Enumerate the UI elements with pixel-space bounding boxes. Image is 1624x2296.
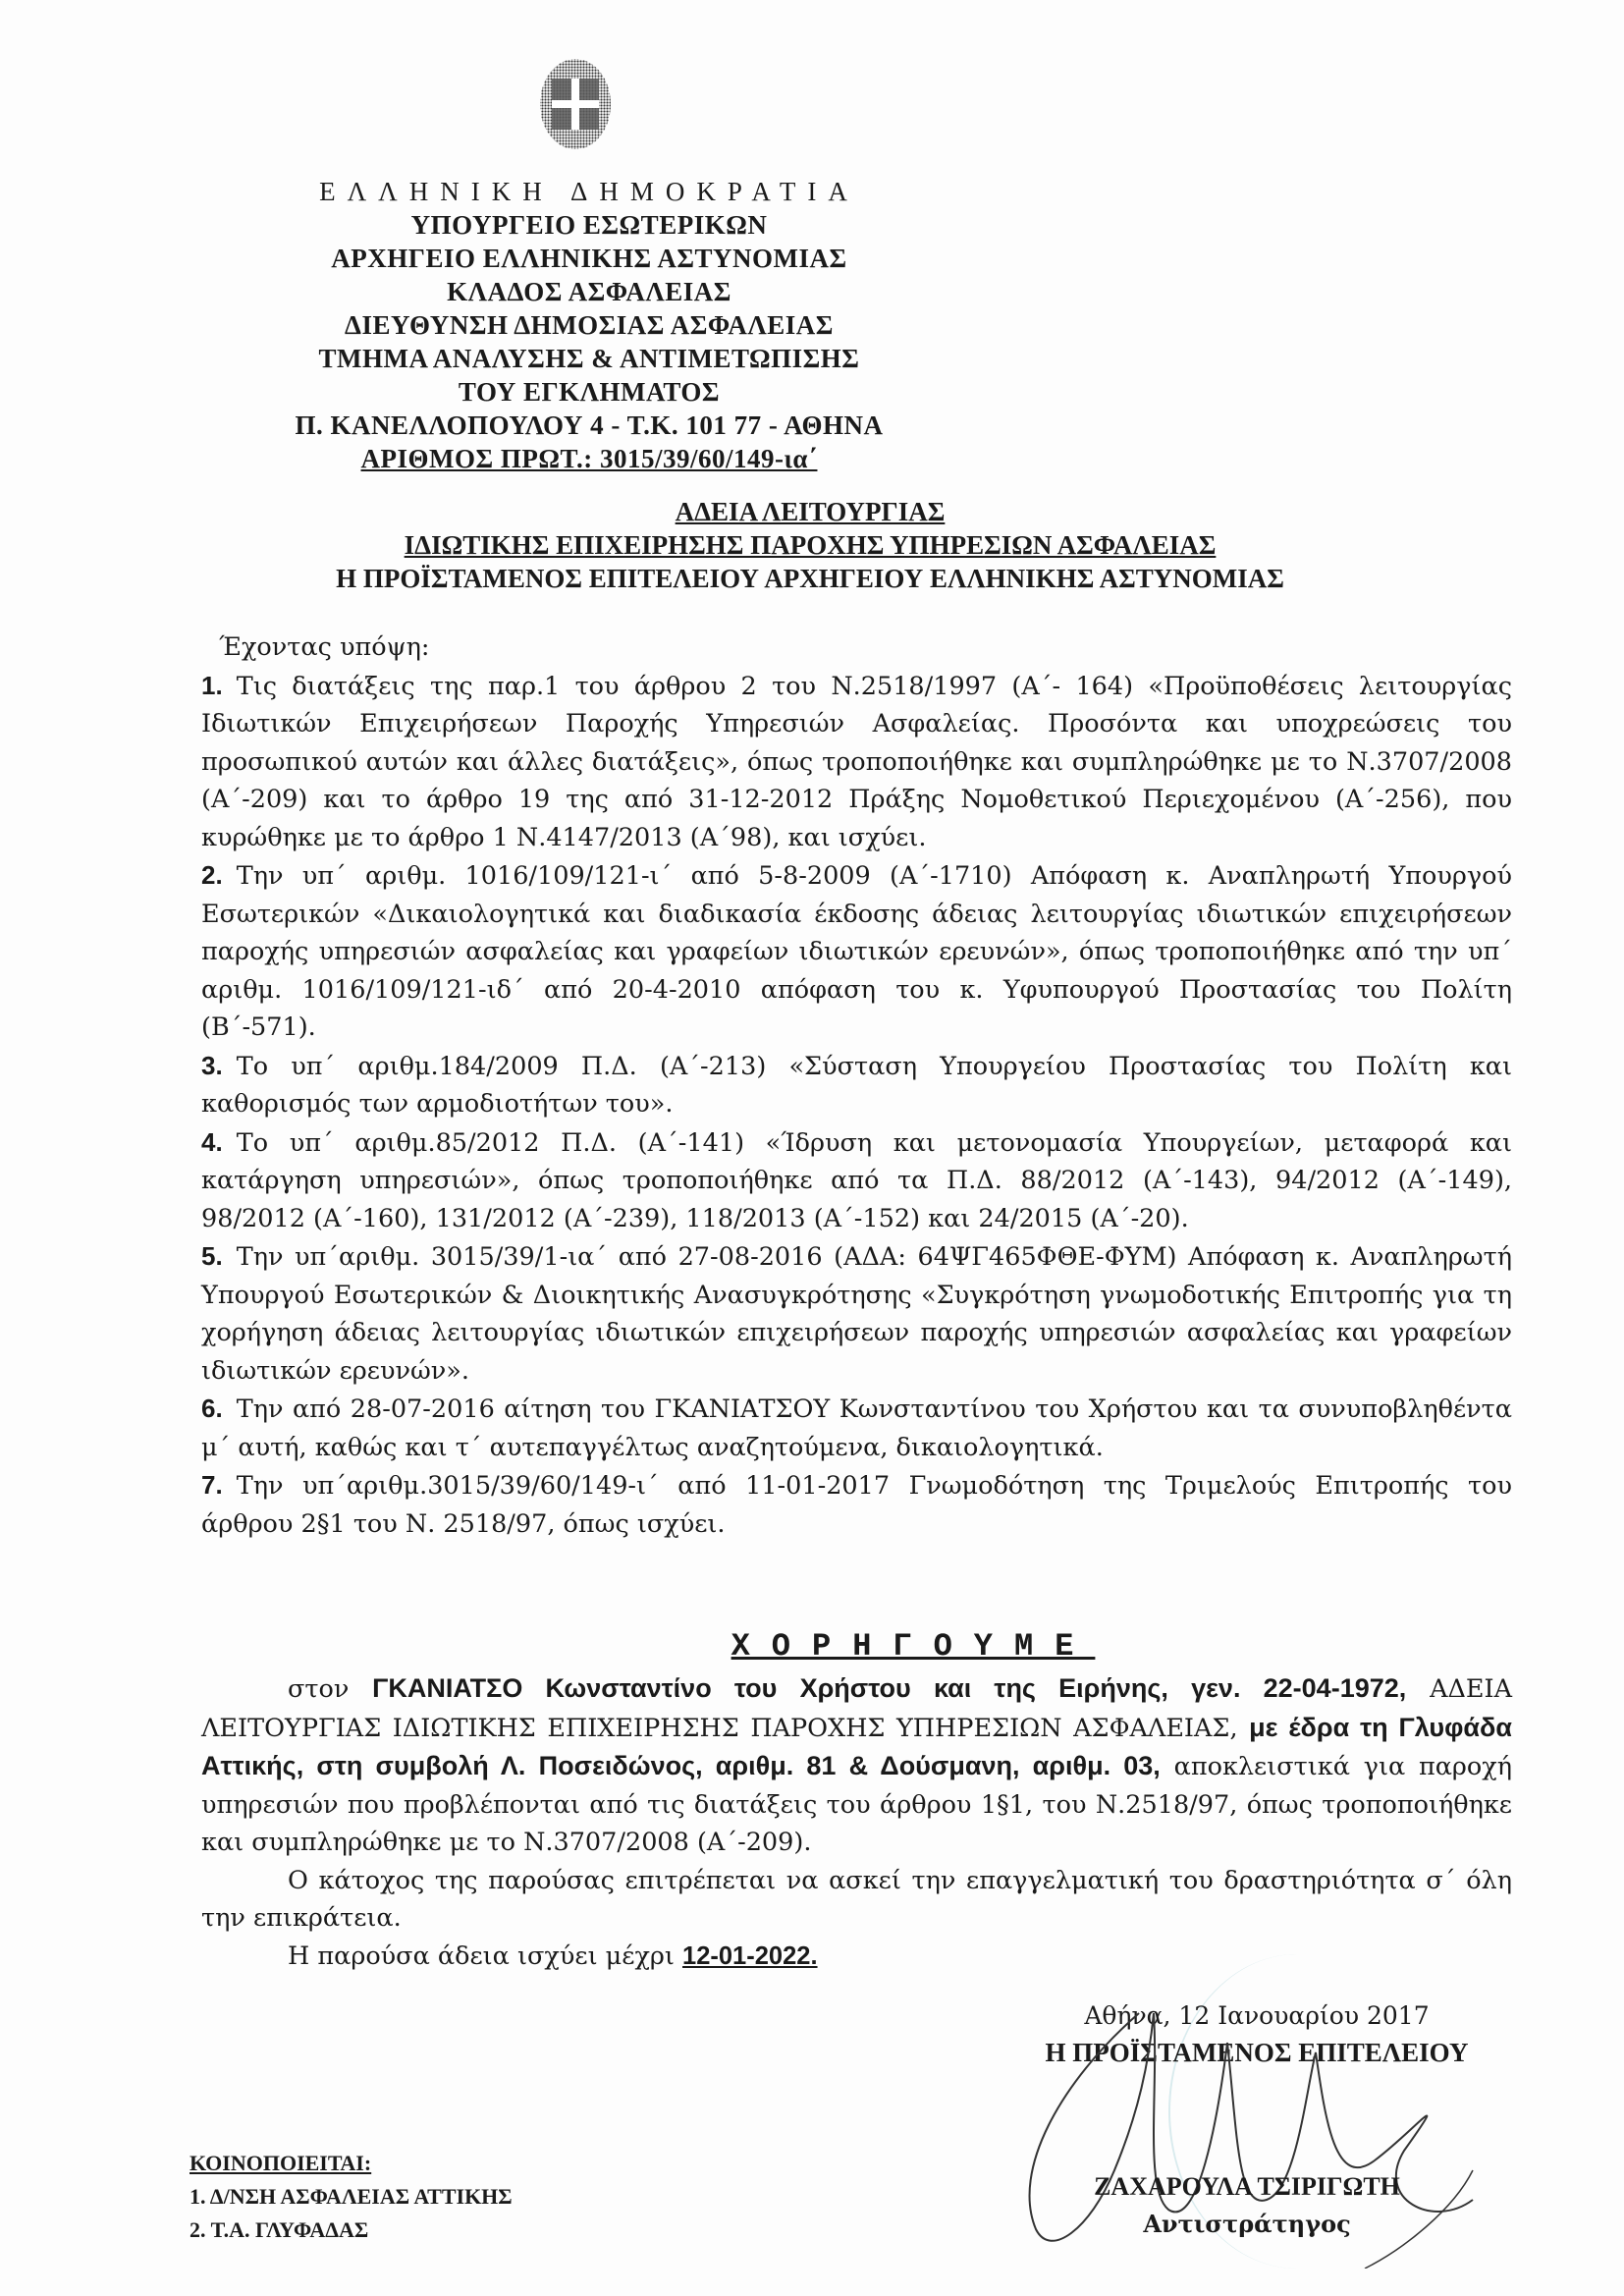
notified-item: 2. Τ.Α. ΓΛΥΦΑΔΑΣ — [189, 2217, 369, 2242]
signatory-title: Η ΠΡΟΪΣΤΑΜΕΝΟΣ ΕΠΙΤΕΛΕΙΟΥ — [1045, 2038, 1469, 2067]
consideration-item: 5. Την υπ΄αριθμ. 3015/39/1-ια΄ από 27-08-2016 (ΑΔΑ: 64ΨΓ465ΦΘΕ-ΦΥΜ) Απόφαση κ. Αναπληρωτή Υπουργού Εσωτερικών & Διοικητικής Ανασυγκρότησης «Συγκρότηση γνωμοδοτικής Επιτροπής για τη χορήγηση άδειας λειτουργίας ιδιωτικών επιχειρήσεων παροχής υπηρεσιών ασφαλείας και γραφείων ιδιωτικών ερευνών». — [201, 1241, 1512, 1386]
validity-paragraph: Η παρούσα άδεια ισχύει μέχρι 12-01-2022. — [288, 1941, 818, 1971]
consideration-item: 3. Το υπ΄ αριθμ.184/2009 Π.Δ. (Α΄-213) «Σύσταση Υπουργείου Προστασίας του Πολίτη και καθορισμός των αρμοδιοτήτων του». — [201, 1050, 1512, 1119]
notified-item: 1. Δ/ΝΣΗ ΑΣΦΑΛΕΙΑΣ ΑΤΤΙΚΗΣ — [189, 2184, 513, 2209]
title-issuer: Η ΠΡΟΪΣΤΑΜΕΝΟΣ ΕΠΙΤΕΛΕΙΟΥ ΑΡΧΗΓΕΙΟΥ ΕΛΛΗΝΙΚΗΣ ΑΣΤΥΝΟΜΙΑΣ — [336, 564, 1284, 593]
grant-heading: ΧΟΡΗΓΟΥΜΕ — [731, 1628, 1096, 1665]
title-business-type: ΙΔΙΩΤΙΚΗΣ ΕΠΙΧΕΙΡΗΣΗΣ ΠΑΡΟΧΗΣ ΥΠΗΡΕΣΙΩΝ ΑΣΦΑΛΕΙΑΣ — [404, 530, 1217, 560]
letterhead — [196, 175, 982, 475]
letterhead-line: ΤΟΥ ΕΓΚΛΗΜΑΤΟΣ — [458, 377, 721, 407]
letterhead-line: ΚΛΑΔΟΣ ΑΣΦΑΛΕΙΑΣ — [447, 277, 731, 306]
show-through-text — [1276, 157, 1522, 314]
place-date: Αθήνα, 12 Ιανουαρίου 2017 — [1084, 2001, 1430, 2030]
considerations — [201, 629, 1512, 1543]
notified-heading: ΚΟΙΝΟΠΟΙΕΙΤΑΙ: — [189, 2151, 372, 2175]
signatory-rank: Αντιστράτηγος — [1143, 2210, 1351, 2238]
licensee: ΓΚΑΝΙΑΤΣΟ Κωνσταντίνο του Χρήστου και της Ειρήνης, γεν. 22-04-1972, — [372, 1673, 1407, 1703]
consideration-item: 4. Το υπ΄ αριθμ.85/2012 Π.Δ. (Α΄-141) «Ίδρυση και μετονομασία Υπουργείων, μεταφορά και κατάργηση υπηρεσιών», όπως τροποποιήθηκε από τα Π.Δ. 88/2012 (Α΄-143), 94/2012 (Α΄-149), 98/2012 (Α΄-160), 131/2012 (Α΄-239), 118/2013 (Α΄-152) και 24/2015 (Α΄-20). — [201, 1126, 1512, 1233]
consideration-item: 6. Την από 28-07-2016 αίτηση του ΓΚΑΝΙΑΤΣΟΥ Κωνσταντίνου του Χρήστου και τα συνυποβληθέντα μ΄ αυτή, καθώς και τ΄ αυτεπαγγέλτως αναζητούμενα, δικαιολογητικά. — [201, 1394, 1512, 1462]
document-titles — [196, 495, 1424, 595]
greek-coat-of-arms-icon — [538, 57, 613, 151]
grant-body — [201, 1669, 1512, 1975]
valid-until-date: 12-01-2022. — [682, 1941, 818, 1970]
letterhead-line: ΑΡΧΗΓΕΙΟ ΕΛΛΗΝΙΚΗΣ ΑΣΤΥΝΟΜΙΑΣ — [331, 244, 847, 273]
signatory-name: ΖΑΧΑΡΟΥΛΑ ΤΣΙΡΙΓΩΤΗ — [1094, 2172, 1400, 2201]
title-license: ΑΔΕΙΑ ΛΕΙΤΟΥΡΓΙΑΣ — [675, 497, 946, 526]
letterhead-line: ΤΜΗΜΑ ΑΝΑΛΥΣΗΣ & ΑΝΤΙΜΕΤΩΠΙΣΗΣ — [318, 344, 860, 373]
letterhead-address: Π. ΚΑΝΕΛΛΟΠΟΥΛΟΥ 4 - Τ.Κ. 101 77 - ΑΘΗΝΑ — [295, 410, 884, 440]
letterhead-line: ΕΛΛΗΝΙΚΗ ΔΗΜΟΚΡΑΤΙΑ — [319, 177, 859, 206]
scope-paragraph: Ο κάτοχος της παρούσας επιτρέπεται να ασκεί την επαγγελματική του δραστηριότητα σ΄ όλη την επικράτεια. — [201, 1865, 1512, 1933]
letterhead-line: ΥΠΟΥΡΓΕΙΟ ΕΣΩΤΕΡΙΚΩΝ — [410, 210, 768, 240]
grant-paragraph: στον ΓΚΑΝΙΑΤΣΟ Κωνσταντίνο του Χρήστου και της Ειρήνης, γεν. 22-04-1972, ΑΔΕΙΑ ΛΕΙΤΟΥΡΓΙΑΣ ΙΔΙΩΤΙΚΗΣ ΕΠΙΧΕΙΡΗΣΗΣ ΠΑΡΟΧΗΣ ΥΠΗΡΕΣΙΩΝ ΑΣΦΑΛΕΙΑΣ, με έδρα τη Γλυφάδα Αττικής, στη συμβολή Λ. Ποσειδώνος, αριθμ. 81 & Δούσμανη, αριθμ. 03, αποκλειστικά για παροχή υπηρεσιών που προβλέπονται από τις διατάξεις του άρθρου 1§1, του Ν.2518/97, όπως τροποποιήθηκε και συμπληρώθηκε με το Ν.3707/2008 (Α΄-209). — [201, 1673, 1512, 1857]
consideration-item: 7. Την υπ΄αριθμ.3015/39/60/149-ι΄ από 11-01-2017 Γνωμοδότηση της Τριμελούς Επιτροπής του άρθρου 2§1 του Ν. 2518/97, όπως ισχύει. — [201, 1470, 1512, 1539]
consideration-item: 1. Τις διατάξεις της παρ.1 του άρθρου 2 του Ν.2518/1997 (Α΄- 164) «Προϋποθέσεις λειτουργίας Ιδιωτικών Επιχειρήσεων Παροχής Υπηρεσιών Ασφαλείας. Προσόντα και υποχρεώσεις του προσωπικού αυτών και άλλες διατάξεις», όπως τροποποιήθηκε και συμπληρώθηκε με το Ν.3707/2008 (Α΄-209) και το άρθρο 19 της από 31-12-2012 Πράξης Νομοθετικού Περιεχομένου (Α΄-256), που κυρώθηκε με το άρθρο 1 Ν.4147/2013 (Α΄98), και ισχύει. — [201, 670, 1512, 852]
consideration-item: 2. Την υπ΄ αριθμ. 1016/109/121-ι΄ από 5-8-2009 (Α΄-1710) Απόφαση κ. Αναπληρωτή Υπουργού Εσωτερικών «Δικαιολογητικά και διαδικασία έκδοσης άδειας λειτουργίας ιδιωτικών επιχειρήσεων παροχής υπηρεσιών ασφαλείας και γραφείων ιδιωτικών ερευνών», όπως τροποποιήθηκε από την υπ΄ αριθμ. 1016/109/121-ιδ΄ από 20-4-2010 απόφαση του κ. Υφυπουργού Προστασίας του Πολίτη (Β΄-571). — [201, 860, 1512, 1042]
considerations-intro: Έχοντας υπόψη: — [219, 632, 430, 662]
business-address: με έδρα τη Γλυφάδα Αττικής, στη συμβολή Λ. Ποσειδώνος, αριθμ. 81 & Δούσμανη, αριθμ. 03, — [201, 1712, 1512, 1780]
letterhead-line: ΔΙΕΥΘΥΝΣΗ ΔΗΜΟΣΙΑΣ ΑΣΦΑΛΕΙΑΣ — [345, 310, 834, 340]
protocol-number: ΑΡΙΘΜΟΣ ΠΡΩΤ.: 3015/39/60/149-ια΄ — [360, 444, 818, 473]
notified-list — [189, 2147, 513, 2247]
